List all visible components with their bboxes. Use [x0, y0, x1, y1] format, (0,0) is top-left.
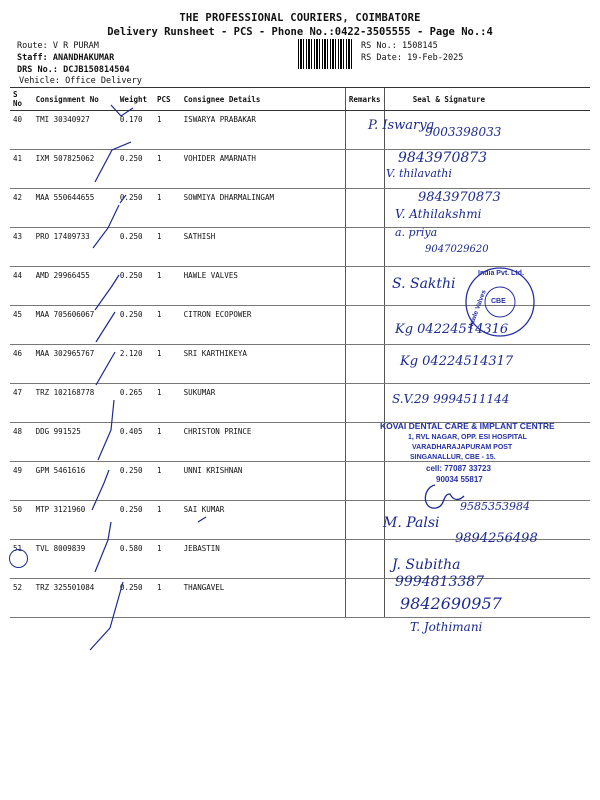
tick-mark [198, 517, 206, 522]
signature-42-phone: 9843970873 [418, 190, 501, 205]
pcs: 1 [154, 384, 181, 423]
kovai-stamp-line-5: cell: 77087 33723 [426, 464, 491, 473]
staff-value: ANANDHAKUMAR [52, 53, 115, 63]
weight: 0.250 [117, 189, 154, 228]
drs-label: DRS No.: [17, 65, 58, 75]
kovai-stamp-line-1: KOVAI DENTAL CARE & IMPLANT CENTRE [380, 421, 555, 431]
consignee: SOWMIYA DHARMALINGAM [181, 189, 346, 228]
consignment-no: MAA 550644655 [33, 189, 117, 228]
signature-47: S.V.29 9994511144 [392, 392, 510, 406]
tick-mark [95, 275, 119, 310]
signature-40-name: P. Iswarya [368, 118, 435, 133]
sno: 44 [10, 267, 33, 306]
company-title: THE PROFESSIONAL COURIERS, COIMBATORE [179, 12, 421, 24]
sno: 51 [10, 540, 33, 579]
tick-mark [96, 352, 115, 385]
runsheet-subtitle: Delivery Runsheet - PCS - Phone No.:0422-3505555 - Page No.:4 [107, 26, 493, 38]
consignment-no: AMD 29966455 [33, 267, 117, 306]
weight: 0.250 [117, 228, 154, 267]
pcs: 1 [154, 423, 181, 462]
tick-mark [96, 312, 115, 342]
weight: 0.250 [117, 579, 154, 618]
weight: 0.250 [117, 150, 154, 189]
weight: 0.250 [117, 267, 154, 306]
signature-43-name: a. priya [395, 226, 438, 239]
consignment-no: TRZ 325501084 [33, 579, 117, 618]
rs-no-label: RS No.: [361, 41, 397, 51]
consignee: SAI KUMAR [181, 501, 346, 540]
pcs: 1 [154, 267, 181, 306]
tick-mark [120, 195, 126, 203]
consignee: SUKUMAR [181, 384, 346, 423]
kovai-stamp-line-6: 90034 55817 [436, 475, 483, 484]
sno: 50 [10, 501, 33, 540]
staff-label: Staff: [17, 53, 48, 63]
route-value: V R PURAM [52, 41, 99, 51]
signature-52-phone: 9842690957 [400, 594, 502, 613]
kovai-stamp-line-3: VARADHARAJAPURAM POST [412, 444, 513, 451]
sno: 43 [10, 228, 33, 267]
tick-mark [95, 142, 131, 182]
sno: 52 [10, 579, 33, 618]
consignee: THANGAVEL [181, 579, 346, 618]
kovai-stamp-line-2: 1, RVL NAGAR, OPP. ESI HOSPITAL [408, 434, 527, 441]
hawle-seal-side-text: Hawle Valves [467, 289, 488, 330]
tick-mark [93, 205, 119, 248]
consignment-no: MAA 705606067 [33, 306, 117, 345]
rs-no-value: 1508145 [401, 41, 438, 51]
consignment-no: GPM 5461616 [33, 462, 117, 501]
consignment-no: PRO 17409733 [33, 228, 117, 267]
signature-45: Kg 04224514316 [395, 322, 509, 337]
consignment-no: IXM 507825062 [33, 150, 117, 189]
weight: 0.170 [117, 111, 154, 150]
sno: 48 [10, 423, 33, 462]
vehicle-value: Office Delivery [65, 76, 142, 86]
tick-mark [98, 400, 114, 460]
pcs: 1 [154, 306, 181, 345]
consignee: ISWARYA PRABAKAR [181, 111, 346, 150]
rs-date-label: RS Date: [361, 53, 402, 63]
pcs: 1 [154, 189, 181, 228]
signature-50-phone-a: 9585353984 [460, 500, 530, 513]
kovai-stamp-line-4: SINGANALLUR, CBE - 15. [410, 454, 496, 461]
signature-41-name: V. thilavathi [386, 167, 452, 180]
pcs: 1 [154, 228, 181, 267]
pcs: 1 [154, 111, 181, 150]
signature-50-name: M. Palsi [383, 515, 440, 531]
sno: 45 [10, 306, 33, 345]
consignment-no: TMI 30340927 [33, 111, 117, 150]
vehicle-label: Vehicle: [19, 76, 60, 86]
sno: 41 [10, 150, 33, 189]
tick-mark [95, 522, 111, 572]
consignment-no: TRZ 102168778 [33, 384, 117, 423]
consignment-no: DDG 991525 [33, 423, 117, 462]
pcs: 1 [154, 150, 181, 189]
consignee: HAWLE VALVES [181, 267, 346, 306]
hawle-seal-top-text: India Pvt. Ltd. [478, 270, 524, 277]
tick-mark [92, 470, 109, 510]
weight: 0.265 [117, 384, 154, 423]
consignment-no: MAA 302965767 [33, 345, 117, 384]
rs-date-value: 19-Feb-2025 [407, 53, 464, 63]
col-consignment-no: Consignment No [33, 88, 117, 111]
route-label: Route: [17, 41, 48, 51]
sno: 46 [10, 345, 33, 384]
weight: 2.120 [117, 345, 154, 384]
sno: 49 [10, 462, 33, 501]
consignee: JEBASTIN [181, 540, 346, 579]
consignment-no: MTP 3121960 [33, 501, 117, 540]
consignee: SRI KARTHIKEYA [181, 345, 346, 384]
consignee: UNNI KRISHNAN [181, 462, 346, 501]
signature-51-phone: 9994813387 [395, 574, 485, 590]
weight: 0.580 [117, 540, 154, 579]
consignee: VOHIDER AMARNATH [181, 150, 346, 189]
weight: 0.250 [117, 501, 154, 540]
col-sno: S No [10, 88, 33, 111]
drs-value: DCJB150814504 [63, 65, 130, 75]
sno: 47 [10, 384, 33, 423]
signature-41-phone: 9843970873 [398, 150, 488, 166]
signature-50-phone-b: 9894256498 [455, 531, 538, 546]
col-signature: Seal & Signature [384, 88, 590, 111]
signature-43-phone: 9047029620 [425, 244, 489, 255]
col-consignee: Consignee Details [181, 88, 346, 111]
pcs: 1 [154, 501, 181, 540]
signature-44: S. Sakthi [392, 276, 456, 292]
col-weight: Weight [117, 88, 154, 111]
sno: 42 [10, 189, 33, 228]
consignee: CHRISTON PRINCE [181, 423, 346, 462]
pcs: 1 [154, 462, 181, 501]
consignment-no: TVL 8009839 [33, 540, 117, 579]
consignee: SATHISH [181, 228, 346, 267]
consignee: CITRON ECOPOWER [181, 306, 346, 345]
signature-40-phone: 9003398033 [425, 125, 502, 139]
signature-52-name: T. Jothimani [410, 620, 483, 634]
signature-51-name: J. Subitha [392, 557, 461, 573]
sno: 40 [10, 111, 33, 150]
weight: 0.250 [117, 462, 154, 501]
tick-mark [111, 105, 133, 116]
col-pcs: PCS [154, 88, 181, 111]
tick-mark [90, 582, 123, 650]
weight: 0.405 [117, 423, 154, 462]
pcs: 1 [154, 579, 181, 618]
signature-42-name: V. Athilakshmi [395, 207, 482, 221]
hawle-seal-center-text: CBE [491, 298, 506, 305]
pcs: 1 [154, 345, 181, 384]
weight: 0.250 [117, 306, 154, 345]
col-remarks: Remarks [345, 88, 384, 111]
pcs: 1 [154, 540, 181, 579]
signature-46: Kg 04224514317 [400, 354, 514, 369]
